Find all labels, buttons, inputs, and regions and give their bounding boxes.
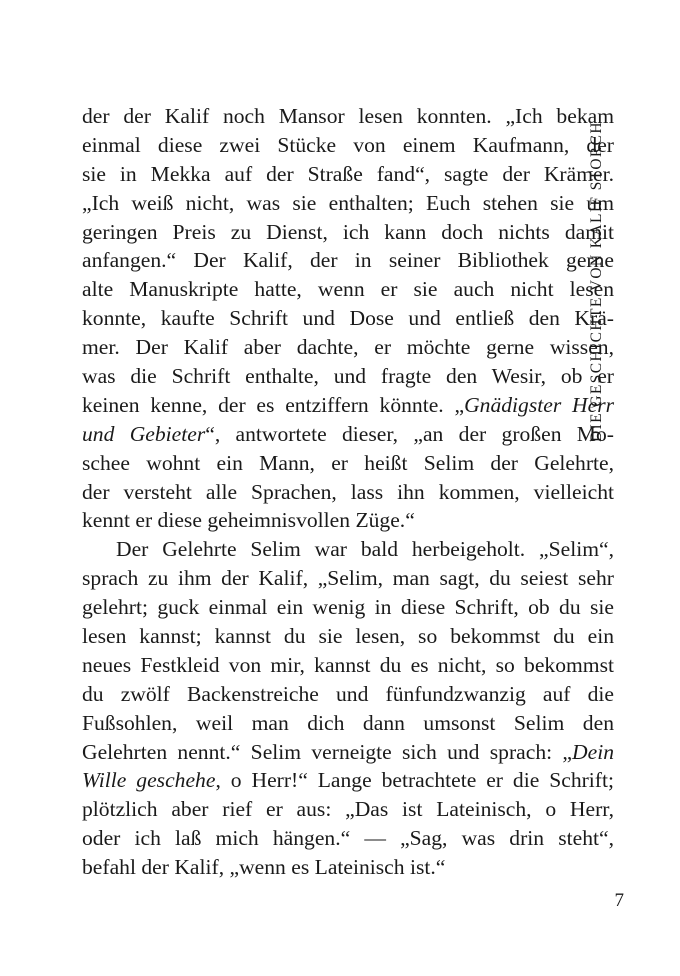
text-line: mer. Der Kalif aber dachte, er möchte gerne wissen, [82,335,614,360]
text-line: lesen kannst; kannst du sie lesen, so bekommst du ein [82,624,614,649]
text-line: du zwölf Backenstreiche und fünfundzwanzig auf die [82,681,614,706]
text-line: befahl der Kalif, „wenn es Lateinisch ist.“ [82,855,446,880]
italic-run: Wille geschehe [82,768,216,793]
text-line: konnte, kaufte Schrift und Dose und entließ den Krä- [82,306,614,331]
text-line [82,420,614,449]
text-line: kennt er diese geheimnisvollen Züge.“ [82,508,415,533]
text-line [82,766,614,795]
text-line: gelehrt; guck einmal ein wenig in diese Schrift, ob du sie [82,595,614,620]
text-run: Gelehrten nennt.“ Selim verneigte sich und sprach: „ [82,739,573,764]
text-line: schee wohnt ein Mann, er heißt Selim der Gelehrte, [82,450,614,475]
text-line: sprach zu ihm der Kalif, „Selim, man sagt, du seiest sehr [82,566,614,591]
italic-run: und Gebieter [82,421,206,446]
body-text [82,102,614,882]
text-line: einmal diese zwei Stücke von einem Kaufmann, der [82,132,614,157]
italic-run: Dein [572,739,614,764]
text-run: “, antwortete dieser, „an der großen Mo- [205,421,614,446]
text-run: keinen kenne, der es entziffern könnte. „ [82,392,465,417]
text-line: sie in Mekka auf der Straße fand“, sagte der Krämer. [82,161,614,186]
text-line: neues Festkleid von mir, kannst du es nicht, so bekommst [82,652,614,677]
text-line: „Ich weiß nicht, was sie enthalten; Euch stehen sie um [82,190,614,215]
text-line: alte Manuskripte hatte, wenn er sie auch nicht lesen [82,277,614,302]
text-line: plötzlich aber rief er aus: „Das ist Lateinisch, o Herr, [82,797,614,822]
text-line: Fußsohlen, weil man dich dann umsonst Selim den [82,710,614,735]
text-line [82,738,614,767]
text-line: oder ich laß mich hängen.“ — „Sag, was drin steht“, [82,826,614,851]
text-line: der versteht alle Sprachen, lass ihn kommen, vielleicht [82,479,614,504]
text-line: der der Kalif noch Mansor lesen konnten. „Ich bekam [82,104,614,128]
text-line: geringen Preis zu Dienst, ich kann doch nichts damit [82,219,614,244]
text-line: anfangen.“ Der Kalif, der in seiner Bibliothek gerne [82,248,614,273]
running-head: DIE GESCHICHTE VON KALIF STORCH [588,121,605,442]
page-number: 7 [614,890,624,911]
text-line: Der Gelehrte Selim war bald herbeigeholt. „Selim“, [116,537,614,562]
text-line: was die Schrift enthalte, und fragte den Wesir, ob er [82,364,614,389]
text-line [82,391,614,420]
text-run: , o Herr!“ Lange betrachtete er die Schrift; [215,768,614,793]
italic-run: Gnädigster Herr [464,392,615,417]
